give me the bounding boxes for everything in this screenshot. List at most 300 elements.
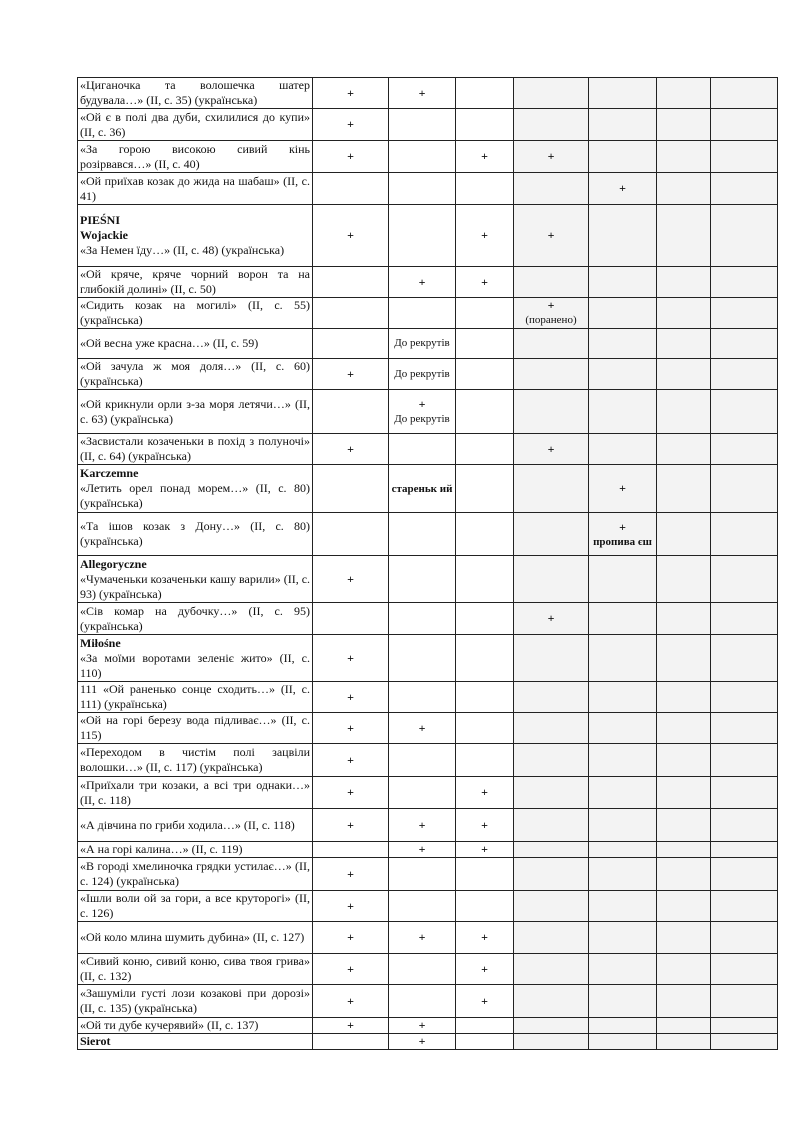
plus-mark: + <box>347 817 354 832</box>
mark-cell-c3 <box>456 1018 514 1034</box>
mark-cell-c6 <box>657 985 711 1018</box>
mark-cell-c2 <box>389 267 456 298</box>
section-heading: Wojackie <box>80 228 128 242</box>
table-row <box>78 1034 778 1050</box>
mark-cell-c7 <box>711 267 778 298</box>
mark-cell-c4 <box>514 922 589 954</box>
mark-cell-c2 <box>389 985 456 1018</box>
mark-cell-c7 <box>711 141 778 173</box>
song-title-cell <box>78 109 313 141</box>
table-row <box>78 682 778 713</box>
song-title-cell <box>78 173 313 205</box>
mark-cell-c6 <box>657 556 711 603</box>
mark-cell-c7 <box>711 359 778 390</box>
mark-cell-c2 <box>389 635 456 682</box>
table-row <box>78 434 778 465</box>
mark-cell-c5 <box>589 635 657 682</box>
mark-cell-c1 <box>313 359 389 390</box>
mark-cell-c1 <box>313 891 389 922</box>
song-title-cell <box>78 603 313 635</box>
plus-mark: + <box>481 993 488 1008</box>
mark-cell-c2 <box>389 858 456 891</box>
song-title-cell <box>78 434 313 465</box>
song-title-cell <box>78 985 313 1018</box>
mark-cell-c3 <box>456 513 514 556</box>
plus-mark: + <box>347 149 354 163</box>
song-title-cell <box>78 267 313 298</box>
song-title: «Сидить козак на могилі» (II, с. 55) (українська) <box>80 298 310 327</box>
song-title: «Приїхали три козаки, а всі три однаки…» (II, с. 118) <box>80 777 310 807</box>
song-title: «Ішли воли ой за гори, а все круторогі» (II, с. 126) <box>80 891 310 920</box>
mark-cell-c1 <box>313 465 389 513</box>
mark-cell-c2 <box>389 205 456 267</box>
table-row <box>78 465 778 513</box>
song-title: «Ой приїхав козак до жида на шабаш» (II, с. 41) <box>80 173 310 203</box>
mark-cell-c4 <box>514 109 589 141</box>
mark-cell-c4 <box>514 777 589 809</box>
plus-mark: + <box>347 228 354 242</box>
mark-cell-c7 <box>711 635 778 682</box>
mark-cell-c1 <box>313 1034 389 1050</box>
mark-cell-c4 <box>514 465 589 513</box>
mark-cell-c4 <box>514 556 589 603</box>
mark-cell-c2 <box>389 603 456 635</box>
plus-mark: + <box>347 720 354 735</box>
mark-cell-c5 <box>589 359 657 390</box>
mark-cell-c6 <box>657 603 711 635</box>
mark-cell-c3 <box>456 891 514 922</box>
mark-cell-c3 <box>456 109 514 141</box>
mark-cell-c2 <box>389 513 456 556</box>
mark-cell-c2 <box>389 359 456 390</box>
table-row <box>78 513 778 556</box>
plus-mark: + <box>418 720 426 735</box>
song-title: «Летить орел понад морем…» (II, с. 80) (українська) <box>80 481 310 510</box>
mark-cell-c5 <box>589 205 657 267</box>
mark-cell-c5 <box>589 777 657 809</box>
plus-mark: + <box>418 274 426 289</box>
plus-mark: + <box>547 441 555 456</box>
mark-cell-c6 <box>657 954 711 985</box>
mark-cell-c5 <box>589 1018 657 1034</box>
mark-cell-c4 <box>514 603 589 635</box>
mark-cell-c5 <box>589 556 657 603</box>
mark-cell-c1 <box>313 556 389 603</box>
mark-cell-c7 <box>711 809 778 842</box>
mark-cell-c7 <box>711 78 778 109</box>
plus-mark: + <box>347 366 354 381</box>
mark-cell-c4 <box>514 205 589 267</box>
mark-cell-c6 <box>657 298 711 329</box>
mark-cell-c1 <box>313 141 389 173</box>
table-row <box>78 359 778 390</box>
section-heading: Allegoryczne <box>80 556 147 571</box>
table-row <box>78 556 778 603</box>
mark-cell-c1 <box>313 809 389 842</box>
mark-cell-c6 <box>657 205 711 267</box>
mark-cell-c3 <box>456 141 514 173</box>
song-title: «Циганочка та волошечка шатер будувала…» (II, с. 35) (українська) <box>80 78 310 107</box>
mark-cell-c1 <box>313 744 389 777</box>
plus-mark: + <box>347 752 354 767</box>
mark-cell-c3 <box>456 465 514 513</box>
mark-cell-c2 <box>389 465 456 513</box>
mark-cell-c3 <box>456 556 514 603</box>
mark-cell-c3 <box>456 1034 514 1050</box>
mark-cell-c4 <box>514 744 589 777</box>
mark-cell-c5 <box>589 922 657 954</box>
plus-mark: + <box>547 228 555 242</box>
mark-cell-c6 <box>657 744 711 777</box>
mark-cell-c1 <box>313 78 389 109</box>
mark-cell-c7 <box>711 109 778 141</box>
song-title: «Сивий коню, сивий коню, сива твоя грива» (II, с. 132) <box>80 954 310 983</box>
song-title: «Чумаченьки козаченьки кашу варили» (II, с. 93) (українська) <box>80 571 311 601</box>
mark-cell-c7 <box>711 713 778 744</box>
mark-cell-c3 <box>456 205 514 267</box>
mark-cell-c4 <box>514 842 589 858</box>
song-title: «За горою високою сивий кінь розірвався…» (II, с. 40) <box>80 141 310 171</box>
mark-cell-c7 <box>711 985 778 1018</box>
mark-cell-c3 <box>456 390 514 434</box>
mark-cell-c6 <box>657 891 711 922</box>
table-row <box>78 298 778 329</box>
plus-mark: + <box>347 650 354 665</box>
song-title: «Зашуміли густі лози козакові при дорозі» (II, с. 135) (українська) <box>80 986 310 1015</box>
mark-cell-c4 <box>514 267 589 298</box>
mark-cell-c5 <box>589 1034 657 1050</box>
plus-mark: + <box>547 298 555 312</box>
mark-cell-c7 <box>711 298 778 329</box>
mark-cell-c3 <box>456 78 514 109</box>
mark-cell-c1 <box>313 173 389 205</box>
mark-cell-c6 <box>657 858 711 891</box>
song-title: «Ой весна уже красна…» (II, с. 59) <box>80 336 259 350</box>
mark-cell-c1 <box>313 513 389 556</box>
plus-mark: + <box>418 842 426 856</box>
cell-bold-note: стареньк ий <box>391 482 453 495</box>
section-heading: Miłośne <box>80 635 121 650</box>
mark-cell-c5 <box>589 109 657 141</box>
mark-cell-c2 <box>389 390 456 434</box>
mark-cell-c7 <box>711 891 778 922</box>
table-row <box>78 173 778 205</box>
mark-cell-c5 <box>589 267 657 298</box>
mark-cell-c1 <box>313 682 389 713</box>
mark-cell-c6 <box>657 359 711 390</box>
mark-cell-c1 <box>313 205 389 267</box>
mark-cell-c1 <box>313 985 389 1018</box>
mark-cell-c2 <box>389 556 456 603</box>
mark-cell-c4 <box>514 78 589 109</box>
plus-mark: + <box>347 785 354 799</box>
mark-cell-c5 <box>589 891 657 922</box>
mark-cell-c3 <box>456 954 514 985</box>
mark-cell-c1 <box>313 1018 389 1034</box>
mark-cell-c2 <box>389 78 456 109</box>
mark-cell-c4 <box>514 329 589 359</box>
mark-cell-c2 <box>389 682 456 713</box>
table-row <box>78 78 778 109</box>
song-title-cell <box>78 922 313 954</box>
mark-cell-c6 <box>657 109 711 141</box>
table-row <box>78 842 778 858</box>
song-title: «За Немен їду…» (II, с. 48) (українська) <box>80 243 285 257</box>
mark-cell-c2 <box>389 329 456 359</box>
plus-mark: + <box>481 785 488 799</box>
mark-cell-c3 <box>456 842 514 858</box>
plus-mark: + <box>418 817 426 832</box>
song-title-cell <box>78 1018 313 1034</box>
mark-cell-c4 <box>514 141 589 173</box>
song-title: «Переходом в чистім полі зацвіли волошки…» (II, с. 117) (українська) <box>80 745 310 774</box>
song-title: «Ой є в полі два дуби, схилилися до купи» (II, с. 36) <box>80 109 310 139</box>
mark-cell-c7 <box>711 1018 778 1034</box>
table-row <box>78 858 778 891</box>
mark-cell-c2 <box>389 922 456 954</box>
mark-cell-c6 <box>657 465 711 513</box>
cell-note: (поранено) <box>525 314 577 326</box>
table-row <box>78 891 778 922</box>
mark-cell-c4 <box>514 513 589 556</box>
mark-cell-c4 <box>514 298 589 329</box>
mark-cell-c1 <box>313 954 389 985</box>
mark-cell-c6 <box>657 1034 711 1050</box>
mark-cell-c3 <box>456 682 514 713</box>
mark-cell-c7 <box>711 329 778 359</box>
mark-cell-c3 <box>456 809 514 842</box>
song-title-cell <box>78 78 313 109</box>
mark-cell-c5 <box>589 858 657 891</box>
song-title-cell <box>78 777 313 809</box>
table-row <box>78 777 778 809</box>
mark-cell-c2 <box>389 842 456 858</box>
mark-cell-c4 <box>514 985 589 1018</box>
song-title: «В городі хмелиночка грядки устилає…» (II, с. 124) (українська) <box>80 859 310 888</box>
mark-cell-c6 <box>657 434 711 465</box>
mark-cell-c2 <box>389 173 456 205</box>
mark-cell-c2 <box>389 434 456 465</box>
section-heading: Karczemne <box>80 466 139 480</box>
plus-mark: + <box>481 149 488 163</box>
mark-cell-c7 <box>711 205 778 267</box>
song-title-cell <box>78 1034 313 1050</box>
table-row <box>78 603 778 635</box>
plus-mark: + <box>418 85 426 100</box>
mark-cell-c5 <box>589 465 657 513</box>
song-title-cell <box>78 954 313 985</box>
mark-cell-c3 <box>456 298 514 329</box>
plus-mark: + <box>547 611 555 625</box>
plus-mark: + <box>418 396 426 411</box>
mark-cell-c2 <box>389 141 456 173</box>
mark-cell-c6 <box>657 267 711 298</box>
mark-cell-c1 <box>313 842 389 858</box>
mark-cell-c5 <box>589 390 657 434</box>
mark-cell-c3 <box>456 713 514 744</box>
mark-cell-c7 <box>711 556 778 603</box>
mark-cell-c4 <box>514 809 589 842</box>
song-title: «А дівчина по гриби ходила…» (II, с. 118) <box>80 817 295 832</box>
plus-mark: + <box>547 149 555 163</box>
song-title-cell <box>78 205 313 267</box>
mark-cell-c4 <box>514 635 589 682</box>
song-title-cell <box>78 713 313 744</box>
mark-cell-c1 <box>313 922 389 954</box>
plus-mark: + <box>347 85 354 100</box>
plus-mark: + <box>481 228 488 242</box>
mark-cell-c7 <box>711 513 778 556</box>
mark-cell-c5 <box>589 329 657 359</box>
mark-cell-c6 <box>657 713 711 744</box>
mark-cell-c7 <box>711 744 778 777</box>
mark-cell-c2 <box>389 1034 456 1050</box>
mark-cell-c6 <box>657 682 711 713</box>
mark-cell-c2 <box>389 777 456 809</box>
song-title: «Ой кряче, кряче чорний ворон та на глибокій долині» (II, с. 50) <box>80 267 310 296</box>
mark-cell-c6 <box>657 922 711 954</box>
table-row <box>78 205 778 267</box>
mark-cell-c4 <box>514 173 589 205</box>
mark-cell-c2 <box>389 744 456 777</box>
table-row <box>78 141 778 173</box>
table-row <box>78 329 778 359</box>
table-row <box>78 985 778 1018</box>
plus-mark: + <box>481 930 488 944</box>
plus-mark: + <box>347 571 354 586</box>
mark-cell-c3 <box>456 359 514 390</box>
mark-cell-c1 <box>313 635 389 682</box>
mark-cell-c5 <box>589 713 657 744</box>
section-heading: Sierot <box>80 1034 111 1048</box>
mark-cell-c7 <box>711 954 778 985</box>
plus-mark: + <box>481 274 488 289</box>
mark-cell-c6 <box>657 329 711 359</box>
song-title-cell <box>78 359 313 390</box>
mark-cell-c5 <box>589 682 657 713</box>
plus-mark: + <box>619 181 626 195</box>
mark-cell-c3 <box>456 985 514 1018</box>
mark-cell-c3 <box>456 173 514 205</box>
mark-cell-c7 <box>711 858 778 891</box>
song-title: «Ой на горі березу вода підливає…» (II, с. 115) <box>80 713 310 742</box>
song-title-cell <box>78 891 313 922</box>
song-title-cell <box>78 842 313 858</box>
mark-cell-c1 <box>313 390 389 434</box>
mark-cell-c4 <box>514 713 589 744</box>
mark-cell-c1 <box>313 267 389 298</box>
song-title: «А на горі калина…» (II, с. 119) <box>80 842 243 856</box>
mark-cell-c2 <box>389 298 456 329</box>
mark-cell-c6 <box>657 777 711 809</box>
mark-cell-c7 <box>711 465 778 513</box>
mark-cell-c3 <box>456 635 514 682</box>
mark-cell-c3 <box>456 267 514 298</box>
cell-bold-note: пропива єш <box>593 535 652 548</box>
mark-cell-c1 <box>313 603 389 635</box>
mark-cell-c1 <box>313 434 389 465</box>
mark-cell-c7 <box>711 922 778 954</box>
mark-cell-c5 <box>589 603 657 635</box>
table-row <box>78 809 778 842</box>
song-title-cell <box>78 809 313 842</box>
mark-cell-c4 <box>514 390 589 434</box>
mark-cell-c3 <box>456 603 514 635</box>
song-title-cell <box>78 298 313 329</box>
plus-mark: + <box>347 1018 354 1032</box>
mark-cell-c6 <box>657 1018 711 1034</box>
song-title-cell <box>78 141 313 173</box>
plus-mark: + <box>481 842 488 856</box>
mark-cell-c4 <box>514 1034 589 1050</box>
mark-cell-c5 <box>589 744 657 777</box>
mark-cell-c7 <box>711 1034 778 1050</box>
mark-cell-c5 <box>589 842 657 858</box>
plus-mark: + <box>619 519 626 534</box>
table-row <box>78 713 778 744</box>
mark-cell-c4 <box>514 359 589 390</box>
mark-cell-c3 <box>456 434 514 465</box>
mark-cell-c6 <box>657 78 711 109</box>
song-title: «Ой коло млина шумить дубина» (II, с. 127) <box>80 930 305 944</box>
mark-cell-c1 <box>313 109 389 141</box>
mark-cell-c7 <box>711 603 778 635</box>
mark-cell-c3 <box>456 858 514 891</box>
song-title-cell <box>78 513 313 556</box>
mark-cell-c5 <box>589 298 657 329</box>
mark-cell-c5 <box>589 434 657 465</box>
song-title: «Засвистали козаченьки в похід з полуночі» (II, с. 64) (українська) <box>80 434 310 463</box>
plus-mark: + <box>347 961 354 976</box>
mark-cell-c2 <box>389 954 456 985</box>
plus-mark: + <box>418 1034 426 1048</box>
mark-cell-c7 <box>711 682 778 713</box>
mark-cell-c3 <box>456 922 514 954</box>
song-title-cell <box>78 556 313 603</box>
song-title: «Ой ти дубе кучерявий» (II, с. 137) <box>80 1018 259 1032</box>
song-title-cell <box>78 744 313 777</box>
table-row <box>78 390 778 434</box>
mark-cell-c5 <box>589 809 657 842</box>
mark-cell-c1 <box>313 329 389 359</box>
table-row <box>78 267 778 298</box>
plus-mark: + <box>619 481 626 495</box>
song-title: «За моїми воротами зеленіє жито» (II, с. 110) <box>80 650 310 680</box>
mark-cell-c7 <box>711 434 778 465</box>
song-title: 111 «Ой раненько сонце сходить…» (II, с. 111) (українська) <box>80 682 310 711</box>
section-heading: PIEŚNI <box>80 213 121 227</box>
song-title-cell <box>78 390 313 434</box>
song-title-cell <box>78 682 313 713</box>
cell-note: До рекрутів <box>394 367 450 380</box>
plus-mark: + <box>347 930 354 944</box>
plus-mark: + <box>481 817 488 832</box>
mark-cell-c4 <box>514 891 589 922</box>
mark-cell-c6 <box>657 513 711 556</box>
song-title-cell <box>78 465 313 513</box>
plus-mark: + <box>347 117 354 131</box>
table-row <box>78 922 778 954</box>
mark-cell-c1 <box>313 713 389 744</box>
songs-table <box>77 77 778 1050</box>
mark-cell-c4 <box>514 682 589 713</box>
mark-cell-c3 <box>456 329 514 359</box>
mark-cell-c2 <box>389 109 456 141</box>
table-row <box>78 954 778 985</box>
plus-mark: + <box>347 441 354 456</box>
plus-mark: + <box>347 689 354 704</box>
mark-cell-c4 <box>514 858 589 891</box>
